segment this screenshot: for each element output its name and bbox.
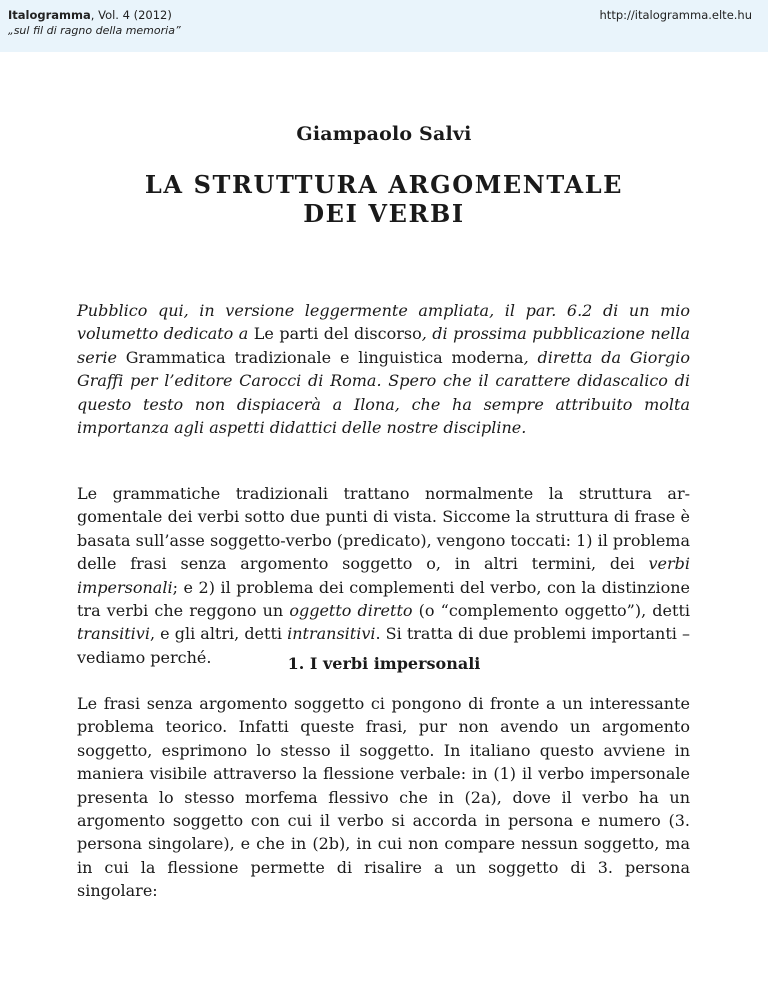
intro-text-2: ; e 2) il problema dei complementi del verbo, con la distinzione tra verbi che reggono un xyxy=(77,577,690,621)
journal-info xyxy=(8,7,181,39)
journal-url[interactable]: http://italogramma.elte.hu xyxy=(599,8,752,22)
section-paragraph: Le frasi senza argomento soggetto ci pongono di fronte a un interessante problema teorico. Infatti queste frasi, pur non avendo un argomento soggetto, esprimono lo stesso il soggetto. In italiano questo avviene in maniera visibile attraverso la flessione verbale: in (1) il verbo impersonale presenta lo stesso morfema flessivo che in (2a), dove il verbo ha un argomento soggetto con cui il verbo si accorda in persona e numero (3. persona singolare), e che in (2b), in cui non compare nessun soggetto, ma in cui la flessione permette di risalire a un soggetto di 3. persona singolare: xyxy=(77,694,690,901)
intro-term-direct-object: oggetto diretto xyxy=(289,601,413,621)
journal-motto: „sul fil di ragno della memoria” xyxy=(8,24,181,37)
intro-text-3: (o “complemento oggetto”), detti xyxy=(412,601,690,621)
abstract-text-3: , diretta da Giorgio Graffi per l’editore Carocci di Roma. Spero che il carattere didascalico di questo testo non dispiacerà a Ilona, che ha sempre attribuito molta importanza agli aspetti didattici delle nostre discipline. xyxy=(77,347,691,438)
journal-header xyxy=(0,0,768,52)
abstract-book-title: Le parti del discorso xyxy=(253,324,422,344)
intro-term-transitive: transitivi xyxy=(77,624,150,644)
intro-text-5: . Si tratta di due problemi importanti – vediamo perché. xyxy=(77,624,690,667)
intro-text-1: Le grammatiche tradizionali trattano normalmente la struttura argomentale dei verbi sotto due punti di vista. Siccome la struttura di frase è basata sull’asse soggetto-verbo (predicato), vengono toccati: 1) il problema delle frasi senza argomento soggetto o, in altri termini, dei xyxy=(77,484,690,574)
abstract-text-1: Pubblico qui, in versione leggermente ampliata, il par. 6.2 di un mio volumetto dedicato a xyxy=(77,301,690,344)
abstract-paragraph xyxy=(77,299,690,439)
article-author: Giampaolo Salvi xyxy=(296,123,472,145)
journal-name: Italogramma xyxy=(8,8,91,22)
abstract-series-title: Grammatica tradizionale e linguistica moderna xyxy=(125,347,524,367)
intro-paragraph xyxy=(77,482,690,669)
journal-volume: , Vol. 4 (2012) xyxy=(90,8,172,22)
intro-text-4: , e gli altri, detti xyxy=(149,624,288,644)
intro-term-impersonal: verbi impersonali xyxy=(77,554,690,597)
title-line-1: LA STRUTTURA ARGOMENTALE xyxy=(144,170,624,199)
title-line-2: DEI VERBI xyxy=(303,199,465,228)
abstract-text-2: , di prossima pubblicazione nella serie xyxy=(77,324,691,367)
intro-term-intransitive: intransitivi xyxy=(287,624,376,644)
section-heading: 1. I verbi impersonali xyxy=(287,654,481,673)
article-title xyxy=(0,170,768,228)
